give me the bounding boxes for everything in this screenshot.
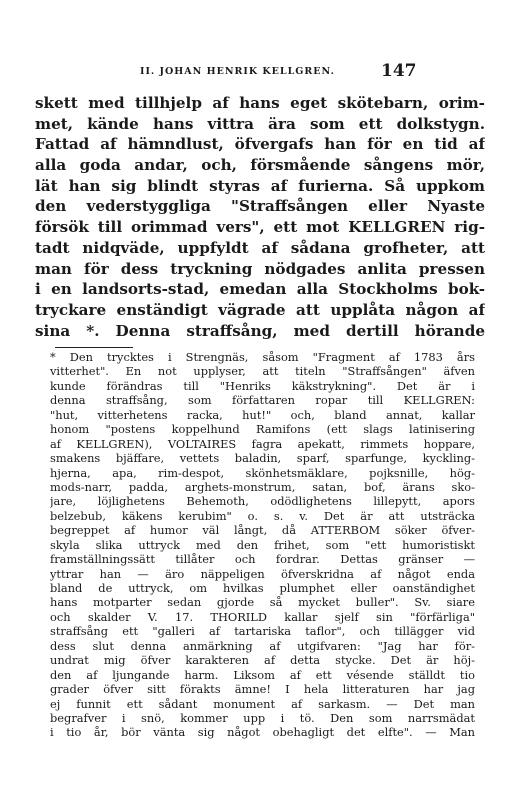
- footnote-line: dess slut denna anmärkning af utgifvaren: "Jag har för-: [50, 638, 475, 653]
- footnote-line: begreppet af humor väl långt, då ATTERBOM söker öfver-: [50, 523, 475, 538]
- body-line: man för dess tryckning nödgades anlita pressen: [35, 259, 485, 278]
- running-head: II. JOHAN HENRIK KELLGREN.: [140, 66, 335, 77]
- body-line: försök till orimmad vers", ett mot KELLGREN rig-: [35, 218, 485, 237]
- body-line: skett med tillhjelp af hans eget skötebarn, orim-: [35, 94, 485, 112]
- footnote-line: framställningssätt tillåter och fordrar. Dettas gränser —: [50, 552, 475, 567]
- body-line: Fattad af hämndlust, öfvergafs han för en tid af: [35, 135, 485, 154]
- footnote-line: af KELLGREN), VOLTAIRES fagra apekatt, rimmets hoppare,: [50, 436, 475, 451]
- body-line: i en landsorts-stad, emedan alla Stockholms bok-: [35, 280, 485, 299]
- footnote-line: honom "postens koppelhund Ramifons (ett slags latinisering: [50, 422, 475, 437]
- footnote-line: vitterhet". En not upplyser, att titeln "Straffsången" äfven: [50, 364, 475, 379]
- body-line: den vederstyggliga "Straffsången eller Nyaste: [35, 197, 485, 216]
- footnote-line: * Den trycktes i Strengnäs, såsom "Fragment af 1783 års: [50, 350, 475, 364]
- footnote-line: hjerna, apa, rim-despot, skönhetsmäklare, pojksnille, hög-: [50, 465, 475, 480]
- footnote-line: "hut, vitterhetens racka, hut!" och, bland annat, kallar: [50, 407, 475, 422]
- main-text: [35, 93, 485, 341]
- footnote-line: skyla slika uttryck med den frihet, som "ett humoristiskt: [50, 537, 475, 552]
- body-line: sina *. Denna straffsång, med dertill hörande: [35, 321, 485, 340]
- footnote-line: kunde förändras till "Henriks käkstrykning". Det är i: [50, 378, 475, 393]
- footnote-line: mods-narr, padda, arghets-monstrum, satan, bof, ärans sko-: [50, 479, 475, 494]
- footnote-line: smakens bjäffare, vettets baladin, sparf, sparfunge, kyckling-: [50, 451, 475, 466]
- body-line: tryckare enständigt vägrade att upplåta någon af: [35, 300, 485, 319]
- footnote: [50, 350, 475, 740]
- body-line: lät han sig blindt styras af furierna. Så uppkom: [35, 176, 485, 195]
- footnote-line: bland de uttryck, om hvilkas plumphet eller oanständighet: [50, 581, 475, 595]
- footnote-line: den af ljungande harm. Liksom af ett vésende ställdt tio: [50, 667, 475, 682]
- body-line: tadt nidqväde, uppfyldt af sådana grofheter, att: [35, 238, 485, 257]
- footnote-line: yttrar han — äro näppeligen öfverskridna af något enda: [50, 566, 475, 581]
- body-line: alla goda andar, och, försmående sångens mör,: [35, 156, 485, 175]
- footnote-line: och skalder V. 17. THORILD kallar sjelf sin "förfärliga": [50, 609, 475, 624]
- footnote-line: i tio år, bör vänta sig något obehagligt det elfte". — Man: [50, 725, 475, 740]
- body-line: met, kände hans vittra ära som ett dolkstygn.: [35, 114, 485, 133]
- footnote-rule: [55, 347, 133, 348]
- footnote-line: grader öfver sitt förakts ämne! I hela litteraturen har jag: [50, 682, 475, 697]
- footnote-line: hans motparter sedan gjorde så mycket buller". Sv. siare: [50, 595, 475, 610]
- footnote-line: denna straffsång, som författaren ropar till KELLGREN:: [50, 393, 475, 408]
- page-number: 147: [381, 61, 417, 81]
- footnote-line: begrafver i snö, kommer upp i tö. Den som narrsmädat: [50, 710, 475, 725]
- footnote-line: jare, löjlighetens Behemoth, odödlighetens lillepytt, apors: [50, 494, 475, 509]
- footnote-line: belzebub, käkens kerubim" o. s. v. Det är att utsträcka: [50, 508, 475, 523]
- footnote-line: undrat mig öfver karakteren af detta stycke. Det är höj-: [50, 653, 475, 668]
- footnote-line: straffsång ett "galleri af tartariska taflor", och tillägger vid: [50, 624, 475, 639]
- footnote-line: ej funnit ett sådant monument af sarkasm. — Det man: [50, 696, 475, 711]
